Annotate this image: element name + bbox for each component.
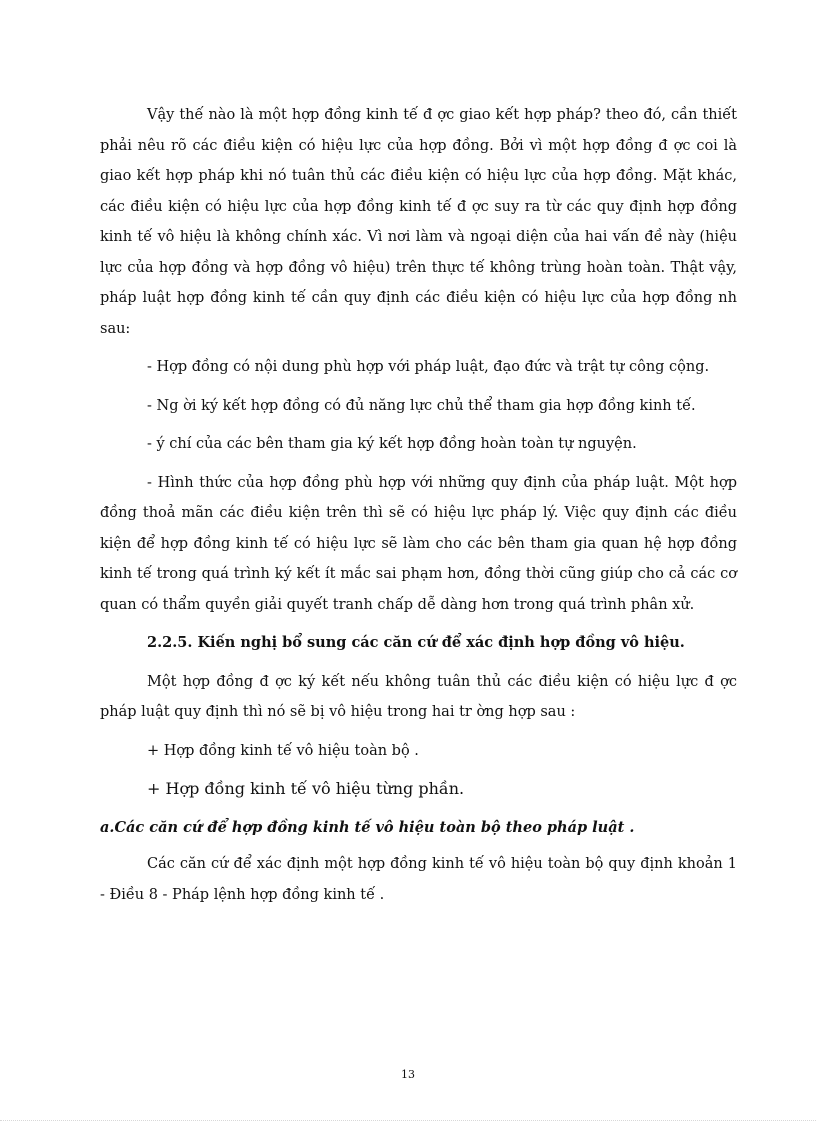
section-heading: 2.2.5. Kiến nghị bổ sung các căn cứ để xác định hợp đồng vô hiệu. xyxy=(147,634,685,651)
case-total-invalid: + Hợp đồng kinh tế vô hiệu toàn bộ . xyxy=(147,742,419,759)
section-intro-paragraph: Một hợp đồng đ ợc ký kết nếu không tuân thủ các điều kiện có hiệu lực đ ợc pháp luật quy định thì nó sẽ bị vô hiệu trong hai tr ờng hợp sau : xyxy=(100,673,737,720)
case-partial-invalid: + Hợp đồng kinh tế vô hiệu từng phần. xyxy=(147,779,465,798)
condition-content: - Hợp đồng có nội dung phù hợp với pháp luật, đạo đức và trật tự công cộng. xyxy=(147,359,710,375)
document-body xyxy=(100,100,737,918)
subsection-heading: a.Các căn cứ để hợp đồng kinh tế vô hiệu toàn bộ theo pháp luật . xyxy=(100,818,635,836)
page-bottom-divider xyxy=(0,1120,816,1121)
page-number: 13 xyxy=(401,1068,415,1081)
paragraph-intro: Vậy thế nào là một hợp đồng kinh tế đ ợc giao kết hợp pháp? theo đó, cần thiết phải nêu rõ các điều kiện có hiệu lực của hợp đồng. Bởi vì một hợp đồng đ ợc coi là giao kết hợp pháp khi nó tuân thủ các điều kiện có hiệu lực của hợp đồng. Mặt khác, các điều kiện có hiệu lực của hợp đồng kinh tế đ ợc suy ra từ các quy định hợp đồng kinh tế vô hiệu là không chính xác. Vì nơi làm và ngoại diện của hai vấn đề này (hiệu lực của hợp đồng và hợp đồng vô hiệu) trên thực tế không trùng hoàn toàn. Thật vậy, pháp luật hợp đồng kinh tế cần quy định các điều kiện có hiệu lực của hợp đồng nh sau: xyxy=(100,107,737,337)
condition-capacity: - Ng ời ký kết hợp đồng có đủ năng lực chủ thể tham gia hợp đồng kinh tế. xyxy=(147,397,696,414)
condition-will: - ý chí của các bên tham gia ký kết hợp đồng hoàn toàn tự nguyện. xyxy=(147,436,637,452)
final-paragraph: Các căn cứ để xác định một hợp đồng kinh tế vô hiệu toàn bộ quy định khoản 1 - Điều 8 - Pháp lệnh hợp đồng kinh tế . xyxy=(100,856,737,903)
condition-form: - Hình thức của hợp đồng phù hợp với những quy định của pháp luật. Một hợp đồng thoả mãn các điều kiện trên thì sẽ có hiệu lực pháp lý. Việc quy định các điều kiện để hợp đồng kinh tế có hiệu lực sẽ làm cho các bên tham gia quan hệ hợp đồng kinh tế trong quá trình ký kết ít mắc sai phạm hơn, đồng thời cũng giúp cho cả các cơ quan có thẩm quyền giải quyết tranh chấp dễ dàng hơn trong quá trình phân xử. xyxy=(100,474,737,613)
